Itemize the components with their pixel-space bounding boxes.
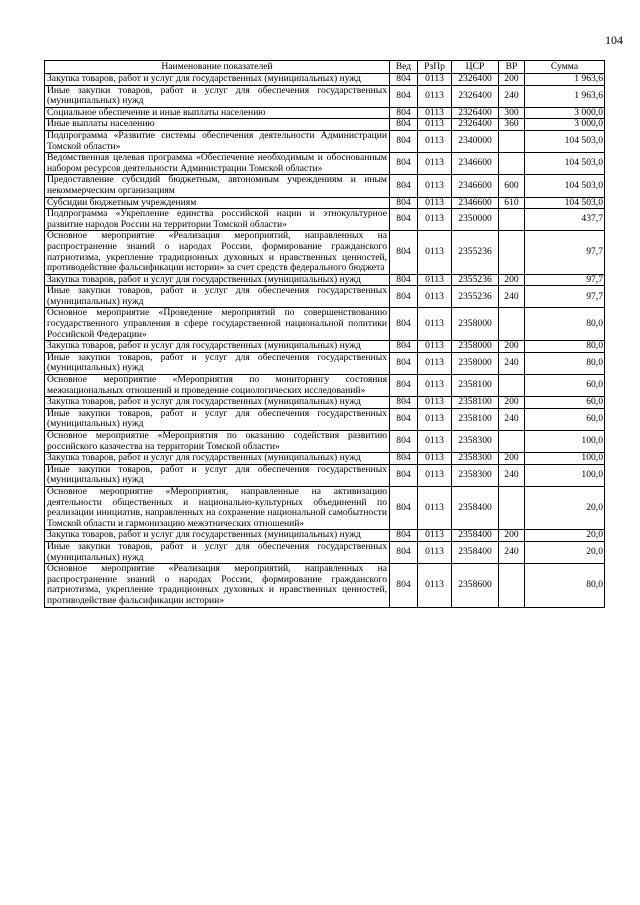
row-rzpr: 0113 (418, 153, 452, 175)
row-vr: 200 (499, 397, 525, 409)
row-rzpr: 0113 (418, 274, 452, 286)
row-sum: 80,0 (525, 564, 605, 607)
row-ved: 804 (390, 175, 418, 197)
row-name: Закупка товаров, работ и услуг для государственных (муниципальных) нужд (45, 341, 390, 353)
row-rzpr: 0113 (418, 541, 452, 563)
row-sum: 100,0 (525, 464, 605, 486)
table-row (45, 453, 605, 465)
row-vr: 240 (499, 85, 525, 107)
row-vr: 200 (499, 453, 525, 465)
row-ved: 804 (390, 74, 418, 86)
row-ved: 804 (390, 464, 418, 486)
row-ved: 804 (390, 286, 418, 308)
row-sum: 20,0 (525, 530, 605, 542)
row-name: Иные закупки товаров, работ и услуг для обеспечения государственных (муниципальных) нужд (45, 408, 390, 430)
table-row (45, 119, 605, 131)
row-ved: 804 (390, 197, 418, 209)
table-header-row (45, 61, 605, 74)
row-ved: 804 (390, 397, 418, 409)
row-sum: 3 000,0 (525, 119, 605, 131)
row-sum: 60,0 (525, 375, 605, 397)
row-rzpr: 0113 (418, 453, 452, 465)
row-csr: 2358300 (452, 431, 499, 453)
row-csr: 2358300 (452, 464, 499, 486)
row-rzpr: 0113 (418, 231, 452, 274)
row-sum: 97,7 (525, 231, 605, 274)
row-csr: 2346600 (452, 197, 499, 209)
table-row (45, 153, 605, 175)
row-name: Иные закупки товаров, работ и услуг для обеспечения государственных (муниципальных) нужд (45, 286, 390, 308)
row-rzpr: 0113 (418, 308, 452, 341)
table-row (45, 308, 605, 341)
row-csr: 2358300 (452, 453, 499, 465)
row-csr: 2358100 (452, 397, 499, 409)
row-ved: 804 (390, 530, 418, 542)
row-name: Закупка товаров, работ и услуг для государственных (муниципальных) нужд (45, 530, 390, 542)
row-vr: 240 (499, 541, 525, 563)
row-csr: 2346600 (452, 175, 499, 197)
row-vr: 240 (499, 408, 525, 430)
row-rzpr: 0113 (418, 486, 452, 529)
table-row (45, 486, 605, 529)
header-sum: Сумма (525, 61, 605, 74)
row-vr (499, 375, 525, 397)
row-ved: 804 (390, 486, 418, 529)
row-vr: 240 (499, 352, 525, 374)
row-csr: 2340000 (452, 130, 499, 152)
header-rzpr: РзПр (418, 61, 452, 74)
header-name: Наименование показателей (45, 61, 390, 74)
row-rzpr: 0113 (418, 130, 452, 152)
table-row (45, 74, 605, 86)
table-row (45, 530, 605, 542)
table-row (45, 397, 605, 409)
row-name: Закупка товаров, работ и услуг для государственных (муниципальных) нужд (45, 397, 390, 409)
row-csr: 2358100 (452, 408, 499, 430)
row-rzpr: 0113 (418, 464, 452, 486)
row-name: Основное мероприятие «Проведение мероприятий по совершенствованию государственного управления в сфере государственной национальной политики Российской Федерации» (45, 308, 390, 341)
row-rzpr: 0113 (418, 209, 452, 231)
row-name: Основное мероприятие «Мероприятия по оказанию содействия развитию российского казачества на территории Томской области» (45, 431, 390, 453)
row-sum: 100,0 (525, 431, 605, 453)
row-vr (499, 231, 525, 274)
row-ved: 804 (390, 119, 418, 131)
row-vr: 360 (499, 119, 525, 131)
row-ved: 804 (390, 453, 418, 465)
row-vr: 200 (499, 341, 525, 353)
row-vr (499, 564, 525, 607)
row-sum: 104 503,0 (525, 130, 605, 152)
row-csr: 2326400 (452, 85, 499, 107)
row-csr: 2326400 (452, 107, 499, 119)
row-name: Закупка товаров, работ и услуг для государственных (муниципальных) нужд (45, 274, 390, 286)
header-vr: ВР (499, 61, 525, 74)
table-row (45, 175, 605, 197)
row-csr: 2358000 (452, 308, 499, 341)
row-rzpr: 0113 (418, 375, 452, 397)
table-row (45, 197, 605, 209)
row-name: Закупка товаров, работ и услуг для государственных (муниципальных) нужд (45, 453, 390, 465)
row-ved: 804 (390, 107, 418, 119)
row-ved: 804 (390, 431, 418, 453)
row-sum: 80,0 (525, 352, 605, 374)
row-rzpr: 0113 (418, 352, 452, 374)
row-vr (499, 209, 525, 231)
table-row (45, 375, 605, 397)
row-csr: 2358000 (452, 352, 499, 374)
row-sum: 20,0 (525, 541, 605, 563)
row-sum: 1 963,6 (525, 74, 605, 86)
table-row (45, 541, 605, 563)
row-name: Иные выплаты населению (45, 119, 390, 131)
row-sum: 60,0 (525, 397, 605, 409)
row-rzpr: 0113 (418, 85, 452, 107)
row-sum: 80,0 (525, 308, 605, 341)
table-row (45, 286, 605, 308)
row-name: Основное мероприятие «Реализация мероприятий, направленных на распространение знаний о народах России, формирование гражданского патриотизма, укрепление традиционных духовных и нравственных ценностей, противодействие фальсификации истории» (45, 564, 390, 607)
row-rzpr: 0113 (418, 341, 452, 353)
row-name: Ведомственная целевая программа «Обеспечение необходимым и обоснованным набором ресурсов деятельности Администрации Томской области» (45, 153, 390, 175)
row-vr: 240 (499, 464, 525, 486)
table-row (45, 408, 605, 430)
table-row (45, 209, 605, 231)
row-csr: 2326400 (452, 119, 499, 131)
row-sum: 97,7 (525, 286, 605, 308)
row-rzpr: 0113 (418, 397, 452, 409)
row-sum: 437,7 (525, 209, 605, 231)
header-csr: ЦСР (452, 61, 499, 74)
row-ved: 804 (390, 274, 418, 286)
row-vr (499, 308, 525, 341)
row-ved: 804 (390, 153, 418, 175)
table-row (45, 464, 605, 486)
row-rzpr: 0113 (418, 408, 452, 430)
row-sum: 1 963,6 (525, 85, 605, 107)
row-vr (499, 153, 525, 175)
row-name: Подпрограмма «Укрепление единства российской нации и этнокультурное развитие народов России на территории Томской области» (45, 209, 390, 231)
row-csr: 2358600 (452, 564, 499, 607)
row-ved: 804 (390, 408, 418, 430)
row-name: Иные закупки товаров, работ и услуг для обеспечения государственных (муниципальных) нужд (45, 352, 390, 374)
table-row (45, 231, 605, 274)
row-rzpr: 0113 (418, 564, 452, 607)
row-name: Основное мероприятие «Мероприятия по мониторингу состояния межнациональных отношений и проведение социологических исследований» (45, 375, 390, 397)
row-rzpr: 0113 (418, 286, 452, 308)
row-sum: 104 503,0 (525, 175, 605, 197)
row-vr (499, 486, 525, 529)
row-csr: 2358400 (452, 486, 499, 529)
table-row (45, 564, 605, 607)
row-name: Предоставление субсидий бюджетным, автономным учреждениям и иным некоммерческим организациям (45, 175, 390, 197)
row-vr: 200 (499, 530, 525, 542)
row-rzpr: 0113 (418, 175, 452, 197)
row-name: Основное мероприятие «Мероприятия, направленные на активизацию деятельности общественных и национально-культурных объединений по реализации инициатив, направленных на сохранение национальной самобытности Томской области и гармонизацию межэтнических отношений» (45, 486, 390, 529)
table-row (45, 352, 605, 374)
row-name: Иные закупки товаров, работ и услуг для обеспечения государственных (муниципальных) нужд (45, 541, 390, 563)
row-sum: 100,0 (525, 453, 605, 465)
row-rzpr: 0113 (418, 107, 452, 119)
row-ved: 804 (390, 564, 418, 607)
row-sum: 3 000,0 (525, 107, 605, 119)
row-rzpr: 0113 (418, 530, 452, 542)
budget-table (44, 60, 605, 608)
row-ved: 804 (390, 341, 418, 353)
row-rzpr: 0113 (418, 197, 452, 209)
table-row (45, 274, 605, 286)
table-row (45, 431, 605, 453)
row-name: Социальное обеспечение и иные выплаты населению (45, 107, 390, 119)
row-ved: 804 (390, 85, 418, 107)
row-sum: 60,0 (525, 408, 605, 430)
row-vr: 610 (499, 197, 525, 209)
row-sum: 104 503,0 (525, 153, 605, 175)
row-ved: 804 (390, 352, 418, 374)
row-rzpr: 0113 (418, 119, 452, 131)
header-ved: Вед (390, 61, 418, 74)
row-name: Подпрограмма «Развитие системы обеспечения деятельности Администрации Томской области» (45, 130, 390, 152)
row-ved: 804 (390, 541, 418, 563)
row-vr: 600 (499, 175, 525, 197)
row-rzpr: 0113 (418, 74, 452, 86)
page-number: 104 (605, 33, 623, 47)
row-sum: 20,0 (525, 486, 605, 529)
row-rzpr: 0113 (418, 431, 452, 453)
row-csr: 2358400 (452, 541, 499, 563)
row-csr: 2346600 (452, 153, 499, 175)
row-vr (499, 431, 525, 453)
row-vr: 200 (499, 274, 525, 286)
row-csr: 2355236 (452, 286, 499, 308)
row-name: Основное мероприятие «Реализация мероприятий, направленных на распространение знаний о народах России, формирование гражданского патриотизма, укрепление традиционных духовных и нравственных ценностей, противодействие фальсификации истории» за счет средств федерального бюджета (45, 231, 390, 274)
table-row (45, 341, 605, 353)
row-name: Субсидии бюджетным учреждениям (45, 197, 390, 209)
row-csr: 2358100 (452, 375, 499, 397)
row-vr (499, 130, 525, 152)
row-sum: 104 503,0 (525, 197, 605, 209)
row-csr: 2326400 (452, 74, 499, 86)
row-name: Иные закупки товаров, работ и услуг для обеспечения государственных (муниципальных) нужд (45, 464, 390, 486)
row-sum: 80,0 (525, 341, 605, 353)
row-vr: 300 (499, 107, 525, 119)
row-csr: 2358000 (452, 341, 499, 353)
row-vr: 240 (499, 286, 525, 308)
row-name: Закупка товаров, работ и услуг для государственных (муниципальных) нужд (45, 74, 390, 86)
table-row (45, 85, 605, 107)
row-sum: 97,7 (525, 274, 605, 286)
row-csr: 2355236 (452, 231, 499, 274)
row-csr: 2358400 (452, 530, 499, 542)
row-csr: 2355236 (452, 274, 499, 286)
row-ved: 804 (390, 130, 418, 152)
row-ved: 804 (390, 375, 418, 397)
row-ved: 804 (390, 231, 418, 274)
table-row (45, 130, 605, 152)
row-name: Иные закупки товаров, работ и услуг для обеспечения государственных (муниципальных) нужд (45, 85, 390, 107)
row-ved: 804 (390, 308, 418, 341)
row-ved: 804 (390, 209, 418, 231)
row-vr: 200 (499, 74, 525, 86)
table-row (45, 107, 605, 119)
row-csr: 2350000 (452, 209, 499, 231)
